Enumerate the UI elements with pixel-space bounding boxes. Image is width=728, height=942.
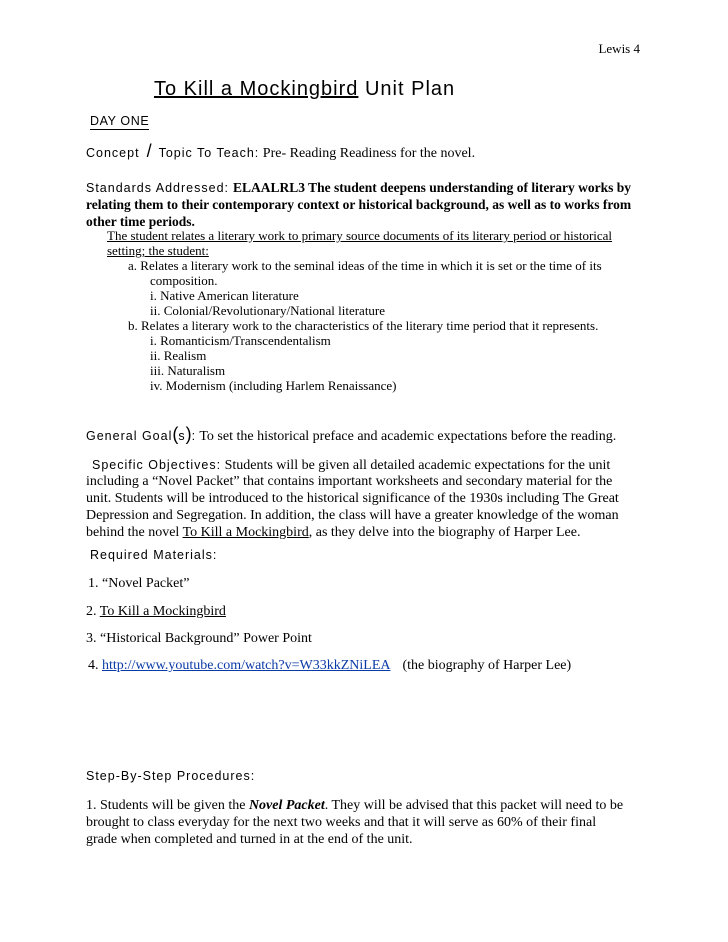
standards-code-text: ELAALRL3 The student deepens understanding of literary works by	[233, 180, 632, 195]
concept-slash: /	[146, 141, 152, 161]
procedures-text-1b: . They will be advised that this packet will need to be	[324, 798, 624, 813]
standards-label: Standards Addressed:	[86, 181, 229, 195]
materials-item-2-number: 2.	[86, 604, 100, 619]
materials-item-3: 3. “Historical Background” Power Point	[86, 631, 312, 646]
standards-sub-line-2: setting; the student:	[107, 243, 209, 258]
procedures-line-2: brought to class everyday for the next two weeks and that it will serve as 60% of their final	[86, 815, 597, 830]
objectives-line-2: including a “Novel Packet” that contains important worksheets and secondary material for the	[86, 474, 613, 489]
procedures-line-3: grade when completed and turned in at the end of the unit.	[86, 832, 413, 847]
materials-item-4	[88, 657, 571, 674]
standards-a-line-1: a. Relates a literary work to the seminal ideas of the time in which it is set or the time of its	[128, 258, 602, 273]
general-goal-line	[86, 424, 616, 445]
goal-colon: :	[191, 429, 197, 443]
concept-label: Concept	[86, 146, 140, 160]
procedures-text-1a: 1. Students will be given the	[86, 798, 249, 813]
concept-line	[86, 141, 475, 162]
youtube-link[interactable]: http://www.youtube.com/watch?v=W33kkZNiLEA	[102, 658, 391, 673]
objectives-text-5a: behind the novel	[86, 525, 183, 540]
materials-item-4-note: (the biography of Harper Lee)	[402, 658, 572, 673]
title-rest: Unit Plan	[358, 78, 456, 100]
objectives-text-1: Students will be given all detailed academic expectations for the unit	[221, 458, 611, 473]
general-goal-label: General Goal	[86, 429, 173, 443]
materials-item-2	[86, 603, 226, 620]
standards-b-item-2: ii. Realism	[150, 348, 207, 363]
general-goal-text: To set the historical preface and academic expectations before the reading.	[196, 429, 617, 444]
materials-item-1: 1. “Novel Packet”	[88, 576, 190, 591]
objectives-line-3: unit. Students will be introduced to the historical significance of the 1930s including The Great	[86, 491, 619, 506]
concept-text: Pre- Reading Readiness for the novel.	[259, 146, 476, 161]
objectives-line-5	[86, 524, 580, 541]
standards-line-2: relating them to their contemporary context or historical background, as well as to works from	[86, 197, 632, 212]
standards-line-1	[86, 179, 631, 197]
materials-label: Required Materials:	[90, 548, 218, 562]
materials-item-2-title: To Kill a Mockingbird	[99, 604, 226, 619]
page-title	[154, 78, 455, 101]
objectives-label: Specific Objectives:	[92, 458, 222, 472]
goal-paren-open: (	[172, 424, 179, 444]
materials-item-4-number: 4.	[88, 658, 102, 673]
objectives-line-4: Depression and Segregation. In addition, the class will have a greater knowledge of the woman	[86, 508, 619, 523]
goal-paren-close: )	[185, 424, 192, 444]
procedures-label: Step-By-Step Procedures:	[86, 769, 256, 783]
procedures-novel-packet: Novel Packet	[248, 798, 325, 813]
goal-plural-s: s	[178, 429, 186, 443]
objectives-book-title: To Kill a Mockingbird	[182, 525, 309, 540]
standards-a-item-2: ii. Colonial/Revolutionary/National literature	[150, 303, 386, 318]
day-heading: DAY ONE	[90, 114, 150, 128]
title-book-name: To Kill a Mockingbird	[154, 78, 359, 100]
standards-b-line: b. Relates a literary work to the characteristics of the literary time period that it represents.	[128, 318, 599, 333]
objectives-line-1	[92, 456, 610, 474]
standards-line-3: other time periods.	[86, 214, 195, 229]
topic-label: Topic To Teach:	[158, 146, 260, 160]
standards-sub-line-1: The student relates a literary work to primary source documents of its literary period or historical	[107, 228, 613, 243]
objectives-text-5b: , as they delve into the biography of Harper Lee.	[308, 525, 581, 540]
standards-a-item-1: i. Native American literature	[150, 288, 299, 303]
page-number: Lewis 4	[598, 41, 640, 56]
standards-b-item-1: i. Romanticism/Transcendentalism	[150, 333, 331, 348]
standards-a-line-2: composition.	[150, 273, 218, 288]
standards-b-item-4: iv. Modernism (including Harlem Renaissance)	[150, 378, 397, 393]
standards-b-item-3: iii. Naturalism	[150, 363, 226, 378]
procedures-line-1	[86, 797, 623, 814]
